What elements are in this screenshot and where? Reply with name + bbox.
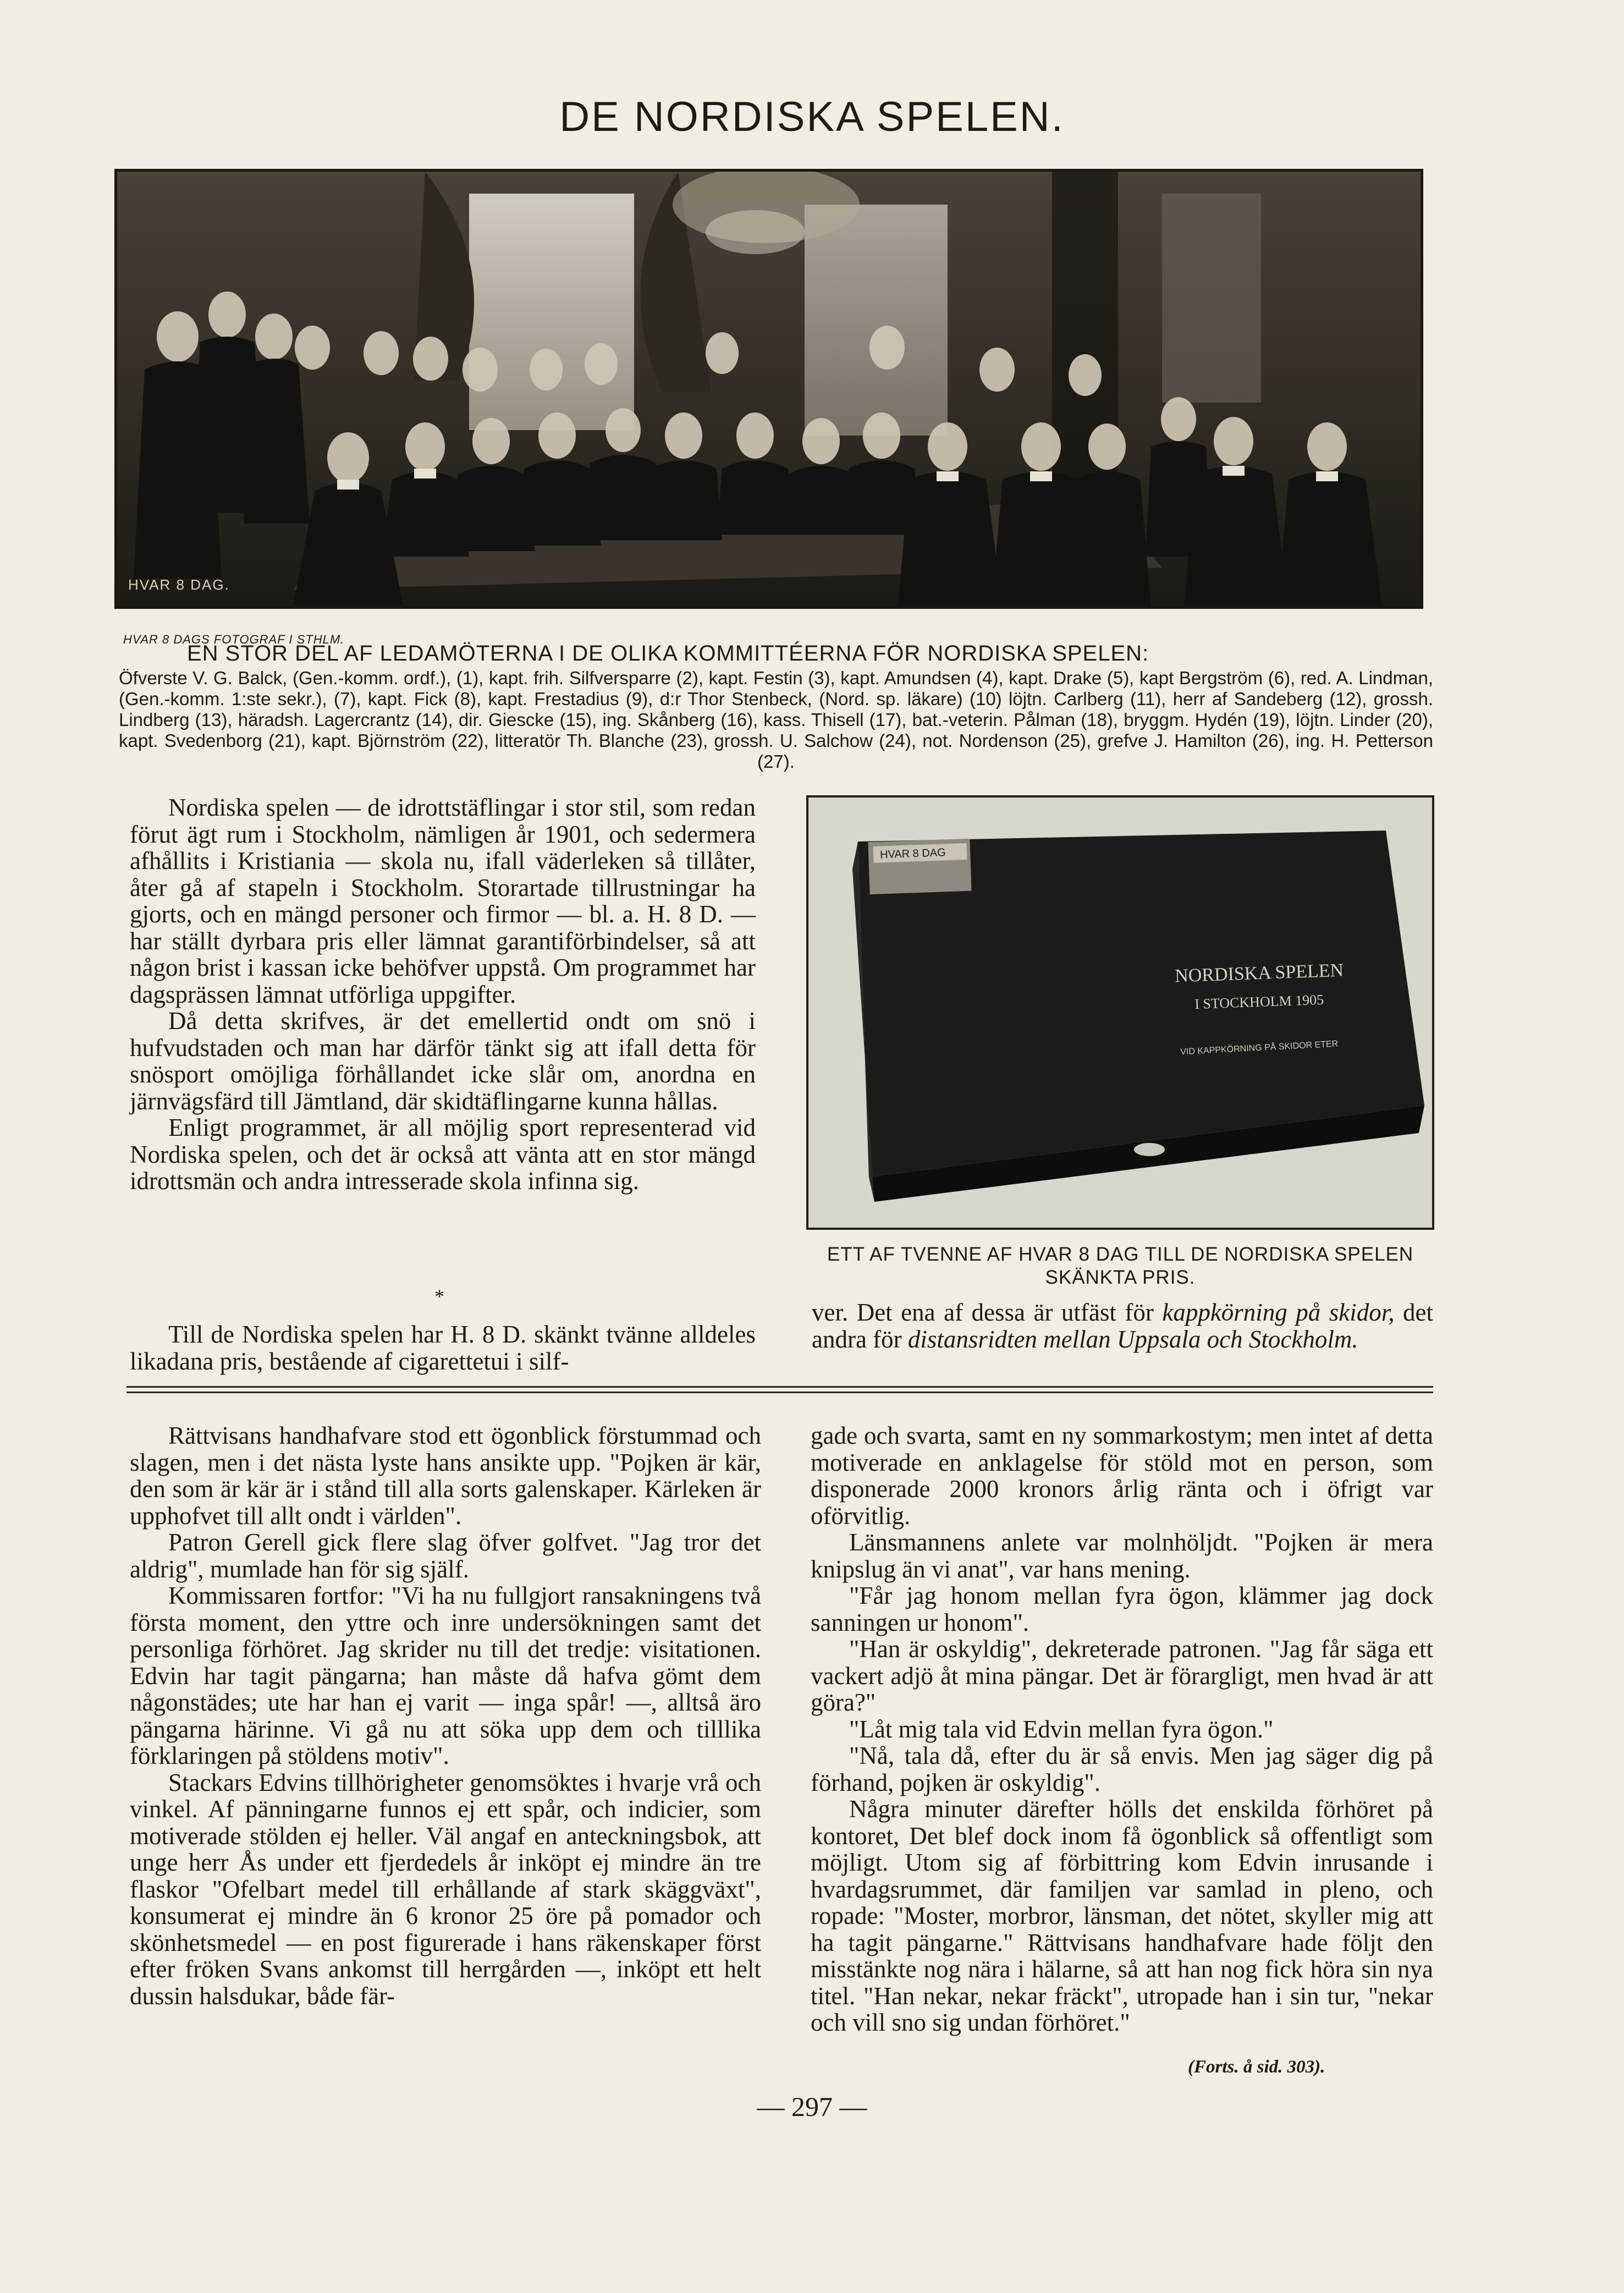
upper-left-column (130, 794, 756, 1195)
story-paragraph: Länsmannens anlete var molnhöljdt. "Pojken är mera knipslug än vi anat", var hans mening. (811, 1528, 1433, 1583)
photo-heading: EN STOR DEL AF LEDAMÖTERNA I DE OLIKA KOMMITTÉERNA FÖR NORDISKA SPELEN: (187, 641, 1149, 666)
upper-left-closing (130, 1321, 756, 1374)
photo-credit: HVAR 8 DAGS FOTOGRAF I STHLM. (123, 633, 345, 646)
article-paragraph: Då detta skrifves, är det emellertid ondt om snö i hufvudstaden och man har därför tänkt sig att ifall detta för snösport omöjliga förhållandet icke slår om, anordna en järnvägsfärd till Jämtland, där skidtäflingarne kunna hållas. (130, 1007, 756, 1115)
story-left-column (130, 1422, 761, 2009)
story-paragraph: "Han är oskyldig", dekreterade patronen. "Jag får säga ett vackert adjö åt mina pängar. Det är förargligt, men hvad är att göra?" (811, 1635, 1433, 1716)
case-engraving-line3: VID KAPPKÖRNING PÅ SKIDOR ETER (1180, 1039, 1339, 1057)
continued-note: (Forts. å sid. 303). (1188, 2057, 1325, 2077)
section-divider (126, 1386, 1433, 1388)
case-engraving-line1: NORDISKA SPELEN (1174, 960, 1344, 987)
case-engraving-line2: I STOCKHOLM 1905 (1194, 991, 1324, 1013)
story-paragraph: Rättvisans handhafvare stod ett ögonblick förstummad och slagen, men i det nästa lyste hans ansikte upp. "Pojken är kär, den som är kär är i stånd till alla sorts galenskaper. Kärleken är upphofvet till allt ondt i världen". (130, 1422, 761, 1530)
lid-label: HVAR 8 DAG (879, 846, 946, 861)
story-paragraph: Kommissaren fortfor: "Vi ha nu fullgjort ransakningens två första moment, den yttre och inre undersökningen samt det personliga förhöret. Jag skrider nu till det tredje: visitationen. Edvin har tagit pängarna; han måste då hafva gömt dem någonstädes; ute har han ej varit — inga spår! —, alltså äro pängarna härinne. Vi gå nu att söka upp dem och tilllika förklaringen på stöldens motiv". (130, 1582, 761, 1769)
section-divider (126, 1392, 1433, 1393)
article-paragraph: Till de Nordiska spelen har H. 8 D. skänkt tvänne alldeles likadana pris, bestående af cigarettetui i silf- (130, 1321, 756, 1375)
prize-case-image (808, 798, 1432, 1228)
photo-names-caption: Öfverste V. G. Balck, (Gen.-komm. ordf.), (1), kapt. frih. Silfversparre (2), kapt. Festin (3), kapt. Amundsen (4), kapt. Drake (5), kapt Bergström (6), red. A. Lindman, (Gen.-komm. 1:ste sekr.), (7), kapt. Fick (8), kapt. Frestadius (9), d:r Thor Stenbeck, (Nord. sp. läkare) (10) löjtn. Carlberg (11), herr af Sandeberg (12), grossh. Lindberg (13), häradsh. Lagercrantz (14), dir. Giescke (15), ing. Skånberg (16), kass. Thisell (17), bat.-veterin. Pålman (18), bryggm. Hydén (19), löjtn. Linder (20), kapt. Svedenborg (21), kapt. Björnström (22), litteratör Th. Blanche (23), grossh. U. Salchow (24), not. Nordenson (25), grefve J. Hamilton (26), ing. H. Petterson (27). (119, 668, 1433, 772)
page-number: — 297 — (757, 2091, 867, 2122)
story-paragraph: "Nå, tala då, efter du är så envis. Men jag säger dig på förhand, pojken är oskyldig". (811, 1742, 1433, 1796)
article-paragraph: Nordiska spelen — de idrottstäflingar i stor stil, som redan förut ägt rum i Stockholm, nämligen år 1901, och sedermera afhållits i Kristiania — skola nu, ifall väderleken så tillåter, åter gå af stapeln i Stockholm. Storartade tillrustningar ha gjorts, och en mängd personer och firmor — bl. a. H. 8 D. — har ställt dyrbara pris eller lämnat garantiförbindelser, så att någon brist i kassan icke behöfver uppstå. Om programmet har dagsprässen lämnat utförliga uppgifter. (130, 794, 756, 1008)
story-paragraph: Några minuter därefter hölls det enskilda förhöret på kontoret, Det blef dock inom få ögonblick så offentligt som möjligt. Utom sig af förbittring kom Edvin inrusande i hvardagsrummet, där familjen var samlad in pleno, och ropade: "Moster, morbror, länsman, det nötet, skyller mig att ha tagit pängarne." Rättvisans handhafvare hade följt den misstänkte nog nära i hälarne, så att han nog fick höra sin nya titel. "Han nekar, nekar fräckt", utropade han i sin tur, "nekar och vill sno sig undan förhöret." (811, 1795, 1433, 2036)
article-paragraph: Enligt programmet, är all möjlig sport representerad vid Nordiska spelen, och det är också att vänta att en stor mängd idrottsmän och andra intresserade skola infinna sig. (130, 1114, 756, 1195)
committee-photograph (114, 169, 1423, 609)
story-paragraph: Patron Gerell gick flere slag öfver golfvet. "Jag tror det aldrig", mumlade han för sig själf. (130, 1528, 761, 1583)
section-star: * (434, 1285, 444, 1307)
page-title: DE NORDISKA SPELEN. (559, 94, 1065, 140)
story-paragraph: Stackars Edvins tillhörigheter genomsöktes i hvarje vrå och vinkel. Af pänningarne funnos ej ett spår, och indicier, som motiverade stölden ej heller. Väl angaf en anteckningsbok, att unge herr Ås under ett fjerdedels år inköpt ej mindre än tre flaskor "Ofelbart medel till erhållande af stark skäggväxt", konsumerat ej mindre än 6 kronor 25 öre på pomador och skönhetsmedel — en post figurerade i hans räkenskaper först efter fröken Svans ankomst till herrgården —, inköpt ett helt dussin halsdukar, både fär- (130, 1768, 761, 2010)
story-paragraph: "Låt mig tala vid Edvin mellan fyra ögon." (849, 1715, 1274, 1743)
prize-case-caption: ETT AF TVENNE AF HVAR 8 DAG TILL DE NORDISKA SPELEN SKÄNKTA PRIS. (827, 1244, 1414, 1288)
committee-photo-image (117, 172, 1421, 606)
article-paragraph: ver. Det ena af dessa är utfäst för kappkörning på skidor, det andra för distansridten mellan Uppsala och Stockholm. (812, 1299, 1433, 1353)
story-paragraph: gade och svarta, samt en ny sommarkostym; men intet af detta motiverade en anklagelse för stöld mot en person, som disponerade 2000 kronors årlig ränta och i öfrigt var oförvitlig. (811, 1422, 1433, 1530)
upper-right-column (812, 1299, 1433, 1352)
story-right-column (811, 1422, 1433, 2036)
story-paragraph: "Får jag honom mellan fyra ögon, klämmer jag dock sanningen ur honom". (811, 1582, 1433, 1636)
prize-case-photograph (806, 795, 1434, 1230)
photo-stamp: HVAR 8 DAG. (128, 576, 230, 593)
